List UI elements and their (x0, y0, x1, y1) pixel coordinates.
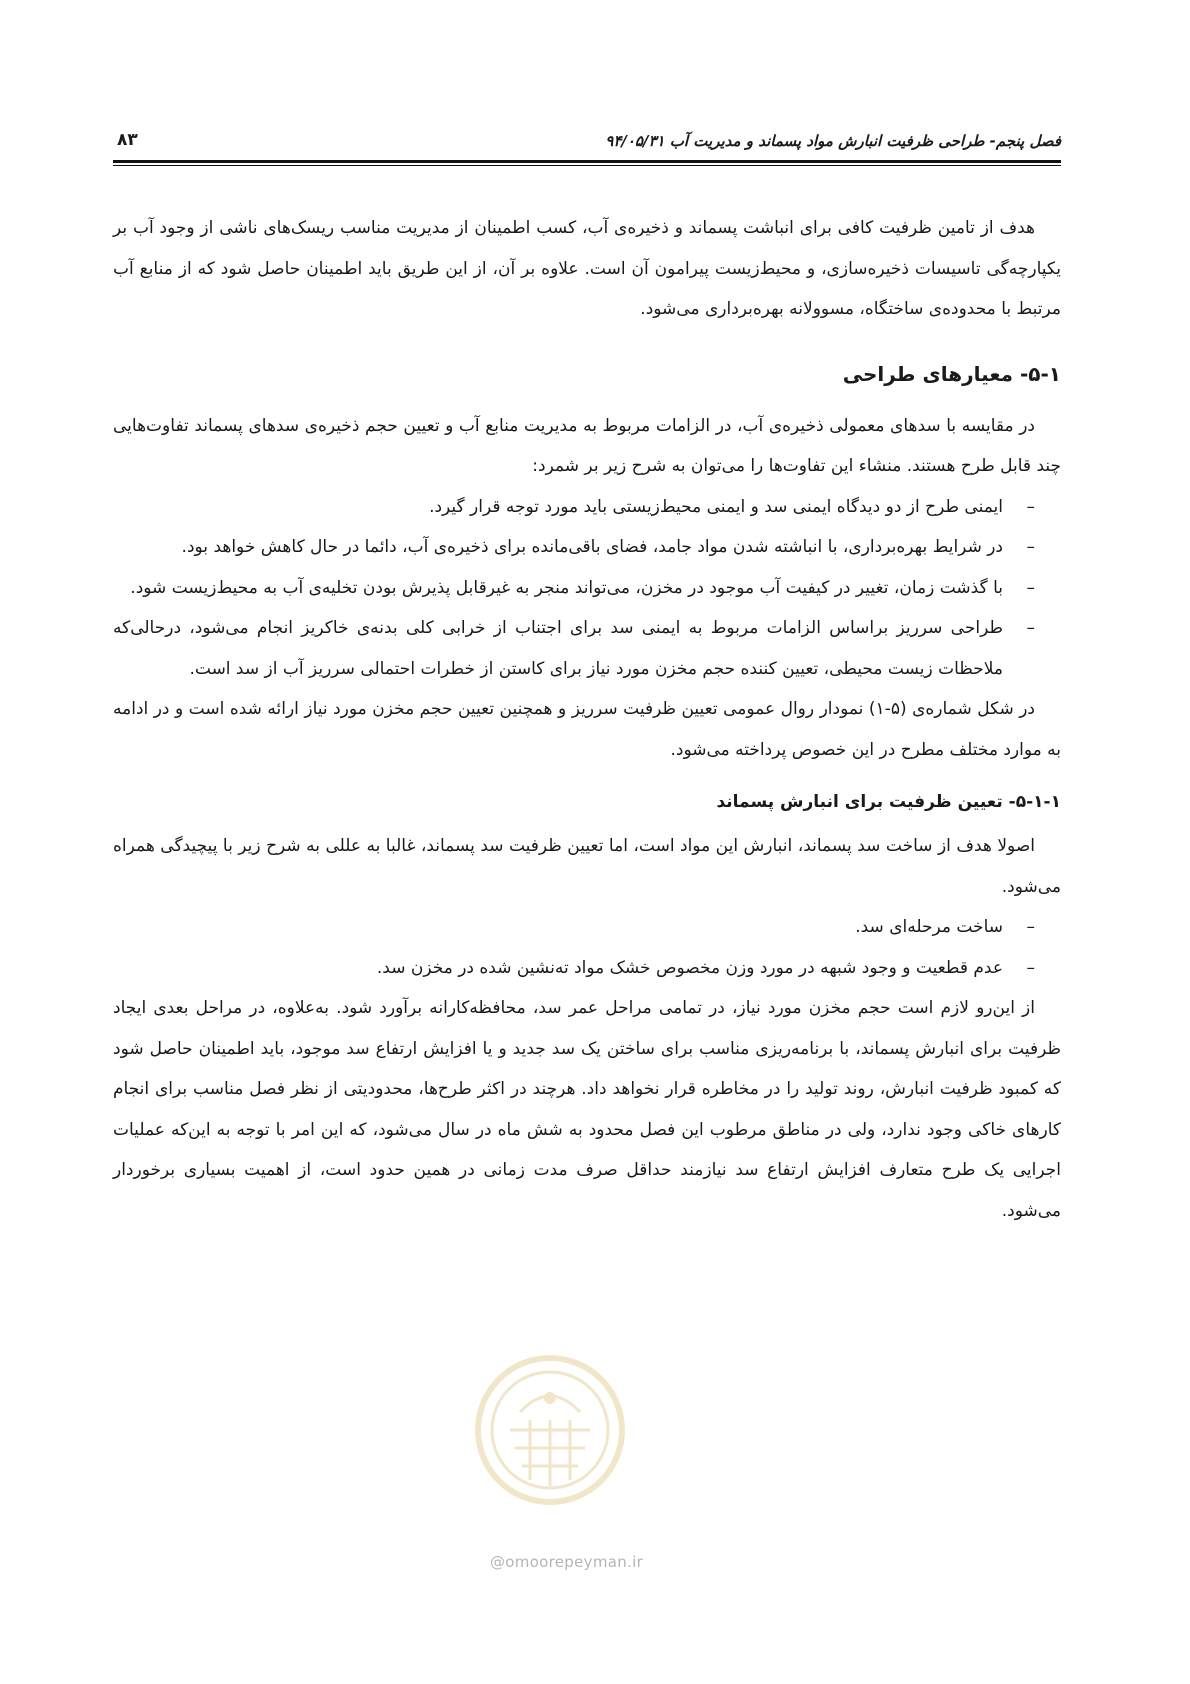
section2-paragraph-2: از این‌رو لازم است حجم مخزن مورد نیاز، در تمامی مراحل عمر سد، محافظه‌کارانه برآورد شود. به‌علاوه، در مراحل بعدی ایجاد ظرفیت برای انبارش پسماند، با برنامه‌ریزی مناسب برای ساختن یک سد جدید و یا افزایش ارتفاع سد موجود، باید اطمینان حاصل شود که کمبود ظرفیت انبارش، روند تولید را در مخاطره قرار نخواهد داد. هرچند در اکثر طرح‌ها، محدودیتی از نظر فصل مناسب برای انجام کارهای خاکی وجود ندارد، ولی در مناطق مرطوب این فصل محدود به شش ماه در سال می‌شود، که این امر با توجه به این‌که عملیات اجرایی یک طرح متعارف افزایش ارتفاع سد نیازمند حداقل صرف مدت زمانی در همین حدود است، از اهمیت بسیاری برخوردار می‌شود. (113, 998, 1061, 1221)
dash-marker: – (1026, 496, 1035, 517)
subsection-heading-storage-capacity: ۵-۱-۱- تعیین ظرفیت برای انبارش پسماند (716, 792, 1061, 812)
section-heading-design-criteria: ۵-۱- معیارهای طراحی (842, 361, 1061, 386)
section2-paragraph-1: اصولا هدف از ساخت سد پسماند، انبارش این مواد است، اما تعیین ظرفیت سد پسماند، غالبا به عللی به شرح زیر با پیچیدگی همراه می‌شود. (113, 836, 1061, 897)
dash-marker: – (1026, 957, 1035, 978)
page-number: ۸۳ (117, 130, 138, 150)
intro-paragraph: هدف از تامین ظرفیت کافی برای انباشت پسماند و ذخیره‌ی آب، کسب اطمینان از مدیریت مناسب ریسک‌های ناشی از وجود آب بر یکپارچه‌گی تاسیسات ذخیره‌سازی، و محیط‌زیست پیرامون آن است. علاوه بر آن، از این طریق باید اطمینان حاصل شود که از منابع آب مرتبط با محدوده‌ی ساختگاه، مسوولانه بهره‌برداری می‌شود. (113, 218, 1061, 319)
list-item: – ساخت مرحله‌ای سد. (113, 907, 1035, 948)
list-item: – عدم قطعیت و وجود شبهه در مورد وزن مخصوص خشک مواد ته‌نشین شده در مخزن سد. (113, 948, 1035, 989)
section1-paragraph-1: در مقایسه با سدهای معمولی ذخیره‌ی آب، در الزامات مربوط به مدیریت منابع آب و تعیین حجم ذخیره‌ی سدهای پسماند تفاوت‌هایی چند قابل طرح هستند. منشاء این تفاوت‌ها را می‌توان به شرح زیر بر شمرد: (113, 415, 1061, 476)
list-item: – ایمنی طرح از دو دیدگاه ایمنی سد و ایمنی محیط‌زیستی باید مورد توجه قرار گیرد. (113, 487, 1035, 528)
header-rule-thick (113, 160, 1061, 163)
list-item: – با گذشت زمان، تغییر در کیفیت آب موجود در مخزن، می‌تواند منجر به غیرقابل پذیرش بودن تخلیه‌ی آب به محیط‌زیست شود. (113, 568, 1035, 609)
dash-marker: – (1026, 917, 1035, 937)
chapter-title: فصل پنجم- طراحی ظرفیت انبارش مواد پسماند و مدیریت آب ۹۴/۰۵/۳۱ (605, 132, 1061, 150)
section1-bullet-list (113, 487, 1061, 690)
header-rule-thin (113, 165, 1061, 166)
dash-marker: – (1026, 618, 1035, 638)
dash-marker: – (1026, 537, 1035, 557)
running-header (113, 128, 1061, 158)
dash-marker: – (1026, 577, 1035, 598)
section1-paragraph-2: در شکل شماره‌ی (۵-۱) نمودار روال عمومی تعیین ظرفیت سرریز و همچنین تعیین حجم مخزن مورد نیاز ارائه شده است و در ادامه به موارد مختلف مطرح در این خصوص پرداخته می‌شود. (113, 699, 1061, 760)
body-content (113, 208, 1061, 1231)
list-item: – در شرایط بهره‌برداری، با انباشته شدن مواد جامد، فضای باقی‌مانده برای ذخیره‌ی آب، دائما در حال کاهش خواهد بود. (113, 527, 1035, 568)
publisher-seal-icon (470, 1350, 630, 1510)
section2-bullet-list (113, 907, 1061, 988)
watermark-url: @omoorepeyman.ir (490, 1553, 644, 1571)
list-item: – طراحی سرریز براساس الزامات مربوط به ایمنی سد برای اجتناب از خرابی کلی بدنه‌ی خاکریز انجام می‌شود، درحالی‌که ملاحظات زیست محیطی، تعیین کننده حجم مخزن مورد نیاز برای کاستن از خطرات احتمالی سرریز آب از سد است. (113, 608, 1035, 689)
